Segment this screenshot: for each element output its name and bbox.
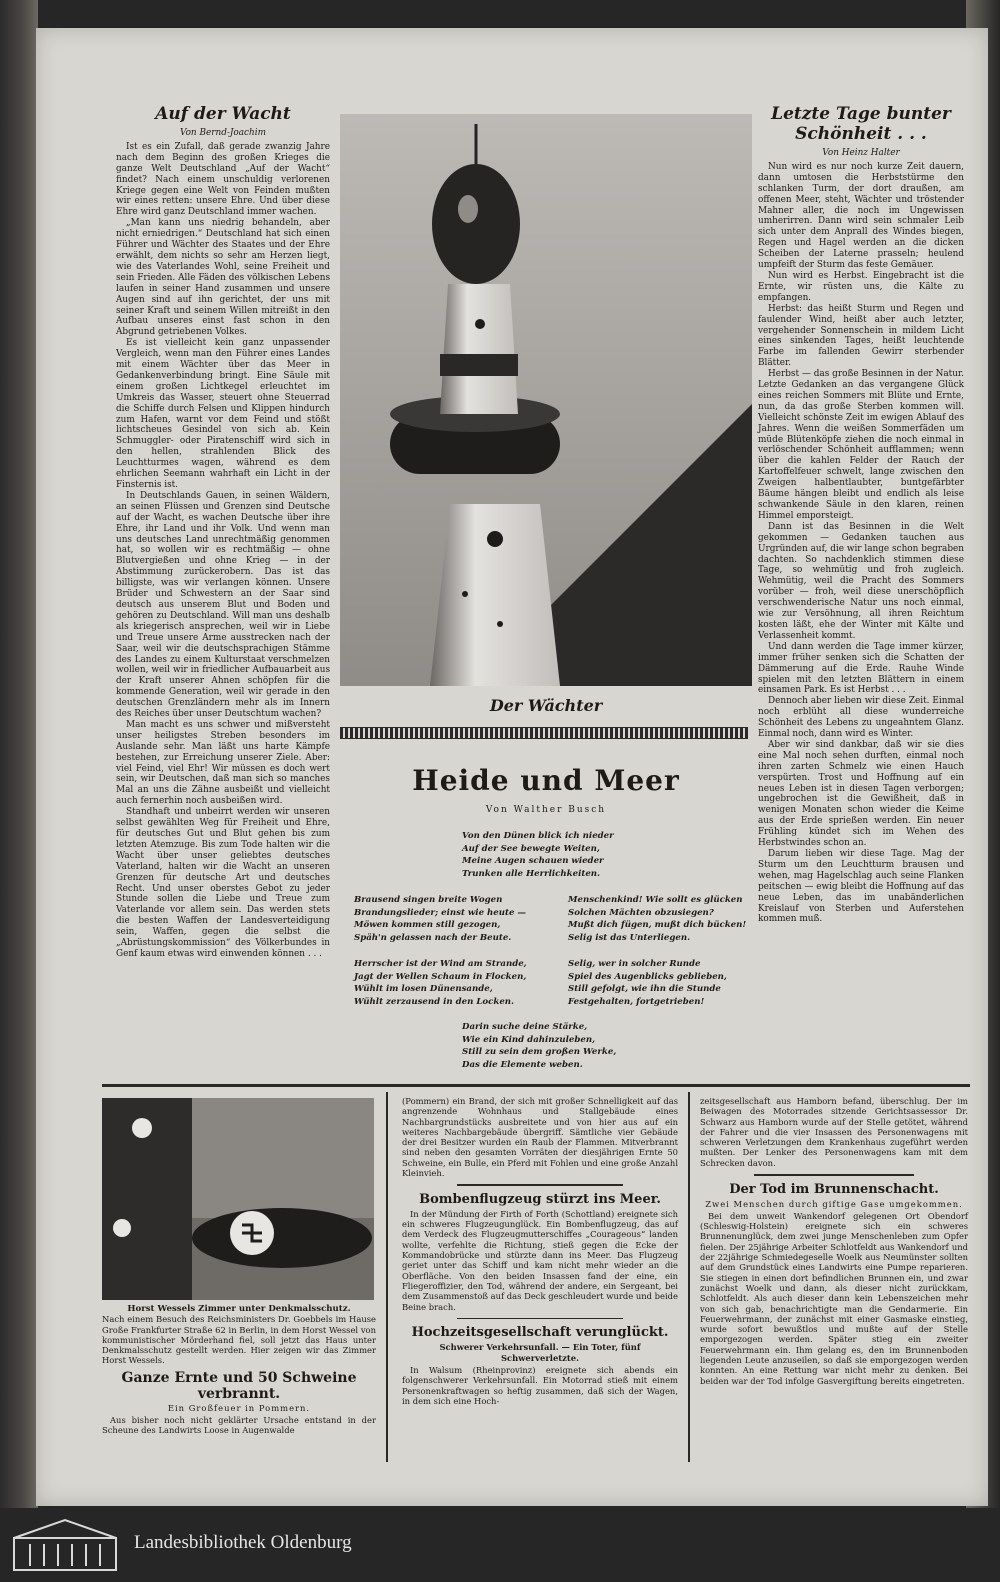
poem-stanza: [354, 894, 526, 944]
poem-stanza-intro: [462, 830, 614, 880]
library-building-icon: [10, 1516, 120, 1574]
paragraph: In Walsum (Rheinprovinz) ereignete sich abends ein folgenschwerer Verkehrsunfall. Ein Motorrad stieß mit einem Personenkraftwagen so heftig zusammen, daß sich der Wagen, in dem sich eine Hoch-: [402, 1364, 678, 1406]
newspaper-page: [36, 28, 988, 1506]
divider: [457, 1318, 623, 1320]
divider: [457, 1184, 623, 1186]
paragraph: Nach einem Besuch des Reichsministers Dr. Goebbels im Hause Große Frankfurter Straße 62 in Berlin, in dem Horst Wessel von kommunistischer Mörderhand fiel, soll jetzt das Haus unter Denkmalsschutz gestellt werden. Hier zeigen wir das Zimmer Horst Wessels.: [102, 1314, 376, 1366]
poem-line: Selig, wer in solcher Runde: [568, 959, 701, 969]
paragraph: Man macht es uns schwer und mißversteht unser heiligstes Streben besonders im Auslande sehr. Man läßt uns harte Kämpfe bestehen, zur Erreichung unserer Ziele. Aber: viel Feind, viel Ehr! Wir müssen es doch wert sein, wir Deutschen, daß man sich so manches Mal an uns die Zähne ausbeißt und vielleicht auch fernerhin noch ausbeißen wird.: [116, 719, 330, 807]
poem-line: Späh'n gelassen nach der Beute.: [354, 932, 512, 943]
subheadline: Schwerer Verkehrsunfall. — Ein Toter, fünf Schwerverletzte.: [439, 1342, 641, 1363]
bottom-column-2: [402, 1096, 678, 1406]
poem-line: Spiel des Augenblicks geblieben,: [568, 971, 727, 982]
horst-wessel-room-photo: [102, 1098, 374, 1300]
poem-stanza-outro: [462, 1021, 616, 1071]
paragraph: Standhaft und unbeirrt werden wir unseren selbst gewählten Weg für Freiheit und Ehre, für deutsches Gut und Blut gehen bis zum letzten Atemzuge. Bis zum Tode halten wir die Wacht über unser geliebtes deutsches Vaterland, halten wir die Wacht an unseren Grenzen für deutsche Art und deutsches Recht. Und unser oberstes Gebot zu jeder Stunde sollen die Liebe und Treue zum Vaterlande vor allem sein. Das werden stets die besten Waffen der Landesverteidigung sein, Waffen, gegen die selbst die „Abrüstungskommission“ des Völkerbundes in Genf kaum etwas wird einwenden können . . .: [116, 807, 330, 959]
poem-line: Wie ein Kind dahinzuleben,: [462, 1034, 596, 1045]
divider: [754, 1174, 915, 1176]
poem-line: Still zu sein dem großen Werke,: [462, 1047, 617, 1057]
lighthouse-photo: [340, 114, 752, 686]
poem-stanza: [568, 894, 746, 944]
poem-line: Auf der See bewegte Weiten,: [462, 843, 600, 854]
poem-stanza: [354, 958, 527, 1008]
poem-line: Jagt der Wellen Schaum in Flocken,: [354, 971, 527, 982]
paragraph: „Man kann uns niedrig behandeln, aber nicht erniedrigen.“ Deutschland hat sich einen Führer und Wächter des Staates und der Ehre erwählt, dem nichts so sehr am Herzen liegt, wie des Vaterlandes Wohl, seine Freiheit und sein Frieden. Alle Fäden des völkischen Lebens laufen in seiner Hand zusammen und unsere Augen sind auf ihn gerichtet, der uns mit seiner Kraft und seinem Willen mitreißt in den Aufbau unseres einst fast schon in den Abgrund getriebenen Volkes.: [116, 218, 330, 338]
poem-line: Wühlt im losen Dünensande,: [354, 984, 493, 994]
book-spine: [0, 0, 38, 1508]
article-title: Auf der Wacht: [155, 104, 291, 124]
paragraph: Dennoch aber lieben wir diese Zeit. Einmal noch erblüht all diese wunderreiche Schönheit des Lebens zu ungeahntem Glanz. Einmal noch, dann wird es Winter.: [758, 696, 964, 740]
poem-line: Still gefolgt, wie ihn die Stunde: [568, 984, 721, 994]
paragraph: In Deutschlands Gauen, in seinen Wäldern, an seinen Flüssen und Grenzen sind Deutsche auf der Wacht, es wachen Deutsche über ihre Ehre, ihr Land und ihr Volk. Und wenn man uns deutsches Land unrechtmäßig genommen hat, so wollen wir es rechtmäßig — ohne Blutvergießen und ohne Krieg — in der Abstimmung zurückerobern. Das ist das billigste, was wir verlangen können. Unsere Brüder und Schwestern an der Saar sind deutsch aus unserem Blut und Boden und gehören zu Deutschland. Will man uns deshalb als kriegerisch ansprechen, weil wir in Liebe und Treue unsere Arme ausstrecken nach der Saar, weil wir die deutschsprachigen Stämme des Landes zu einem Kulturstaat verschmelzen wollen, weil wir in friedlicher Aufbauarbeit aus der Kraft unserer Ahnen schöpfen für die kommende Generation, weil wir gerade in den deutschen Grenzländern mehr als im Innern des Reiches über unser Deutschtum wachen?: [116, 490, 330, 720]
subheadline: Zwei Menschen durch giftige Gase umgekommen.: [705, 1198, 963, 1209]
poem-line: Mußt dich fügen, mußt dich bücken!: [568, 920, 747, 930]
paragraph: Darum lieben wir diese Tage. Mag der Sturm um den Leuchtturm brausen und wehen, mag Hagelschlag auch seine Flanken peitschen — ewig bleibt die Hoffnung auf das neue Leben, das im unabänderlichen Kreislauf von Sterben und Auferstehen kommen muß.: [758, 849, 964, 925]
poem-line: Das die Elemente weben.: [462, 1059, 583, 1070]
poem-line: Brandungslieder; einst wie heute —: [354, 907, 527, 918]
library-footer: [0, 1508, 1000, 1582]
paragraph: Und dann werden die Tage immer kürzer, immer früher senken sich die Schatten der Dämmerung auf die Erde. Rauhe Winde spielen mit den letzten Blättern in einem einsamen Park. Es ist Herbst . . .: [758, 641, 964, 696]
section-rule: [102, 1084, 970, 1087]
bottom-column-1: [102, 1304, 376, 1436]
article-byline: Von Bernd-Joachim: [179, 128, 267, 138]
poem-stanza: [568, 958, 727, 1008]
paragraph: Es ist vielleicht kein ganz unpassender Vergleich, wenn man den Führer eines Landes mit einem Wächter über das Meer in Gedankenverbindung bringt. Eine Säule mit einem großen Lichtkegel erleuchtet im Umkreis das Wasser, steuert ohne Steuerrad die Schiffe durch Felsen und Klippen hindurch zum Hafen, warnt vor dem Feind und stößt lichtscheues Gesindel von sich ab. Kein Schmuggler- oder Piratenschiff wird sich in den hellen, strahlenden Blick des Leuchtturmes wagen, während es dem ehrlichen Seemann wahrhaft ein Licht in der Finsternis ist.: [116, 338, 330, 490]
lighthouse-image: [340, 114, 752, 686]
poem-author: Von Walther Busch: [485, 805, 607, 815]
paragraph: Ist es ein Zufall, daß gerade zwanzig Jahre nach dem Beginn des großen Krieges die ganze Welt Deutschland „Auf der Wacht“ findet? Nach einem unschuldig verlorenen Kriege gegen eine Welt von Feinden mußten wir eines retten: unsere Ehre. Und über diese Ehre wird ganz Deutschland immer wachen.: [116, 141, 330, 218]
article-title-line2: Schönheit . . .: [795, 124, 927, 144]
poem-title: Heide und Meer: [412, 764, 680, 797]
poem-line: Festgehalten, fortgetrieben!: [568, 996, 705, 1007]
poem-line: Wühlt zerzausend in den Locken.: [354, 996, 515, 1007]
paragraph: Aus bisher noch nicht geklärter Ursache entstand in der Scheune des Landwirts Loose in Augenwalde: [102, 1415, 376, 1436]
headline: Der Tod im Brunnenschacht.: [729, 1181, 939, 1197]
library-name: Landesbibliothek Oldenburg: [134, 1532, 352, 1553]
column-rule: [688, 1092, 690, 1462]
paragraph: Herbst: das heißt Sturm und Regen und faulender Wind, heißt aber auch letzter, vergehender Sonnenschein in mildem Licht eines sinkenden Tages, heißt leuchtende Farbe im fallenden Gewirr sterbender Blätter.: [758, 303, 964, 369]
paragraph: Nun wird es Herbst. Eingebracht ist die Ernte, wir rüsten uns, die Kälte zu empfangen.: [758, 270, 964, 303]
decorative-border: [340, 727, 748, 739]
poem-line: Menschenkind! Wie sollt es glücken: [568, 895, 743, 905]
poem-line: Brausend singen breite Wogen: [354, 895, 503, 905]
headline: Ganze Ernte und 50 Schweine verbrannt.: [121, 1369, 357, 1402]
room-image: [102, 1098, 374, 1300]
photo-caption: Der Wächter: [489, 696, 603, 715]
article-letzte-tage: [758, 104, 964, 925]
paragraph: In der Mündung der Firth of Forth (Schottland) ereignete sich ein schweres Flugzeugunglück. Ein Bombenflugzeug, das auf dem Verdeck des Flugzeugmutterschiffes „Courageous“ landen wollte, verfehlte die Richtung, stieß gegen die Ecke der Kommandobrücke und stürzte dann ins Meer. Das Flugzeug geriet unter das Schiff und kam nicht mehr wieder an die Oberfläche. Von den beiden Insassen fand der eine, ein Fliegeroffizier, den Tod, während der andere, ein Sergeant, bei dem Zusammenstoß auf das Deck geschleudert wurde und beide Beine brach.: [402, 1208, 678, 1312]
paragraph: zeitsgesellschaft aus Hamborn befand, überschlug. Der im Beiwagen des Motorrades sitzende Gerichtsassessor Dr. Schwarz aus Hamborn wurde auf der Stelle getötet, während der Fahrer und die vier Insassen des Personenwagens mit schweren Verletzungen dem Krankenhaus zugeführt werden mußten. Der Lenker des Personenwagens kam mit dem Schrecken davon.: [700, 1096, 968, 1168]
subheadline: Ein Großfeuer in Pommern.: [167, 1402, 311, 1413]
paragraph: Aber wir sind dankbar, daß wir sie dies eine Mal noch sehen durften, einmal noch ihren zarten Schmelz wie einen Hauch verspürten. Trost und Hoffnung auf ein neues Leben ist in diesen Tagen verborgen; ungebrochen ist die Gewißheit, daß in wenigen Monaten schon wieder die Keime aus der Erde sprießen werden. Ein neuer Frühling kündet sich im Wehen des Herbstwindes schon an.: [758, 739, 964, 849]
poem-line: Von den Dünen blick ich nieder: [462, 831, 614, 841]
poem-line: Meine Augen schauen wieder: [462, 856, 604, 866]
paragraph: (Pommern) ein Brand, der sich mit großer Schnelligkeit auf das angrenzende Wohnhaus und Stallgebäude eines Nachbargrundstücks ausbreitete und von hier aus auf ein weiteres Nachbargebäude übergriff. Sämtliche vier Gebäude der drei Besitzer wurden ein Raub der Flammen. Mitverbrannt sind neben den gesamten Vorräten der diesjährigen Ernte 50 Schweine, ein Bulle, ein Pferd mit Fohlen und eine große Anzahl Kleinvieh.: [402, 1096, 678, 1179]
article-title-line1: Letzte Tage bunter: [771, 104, 951, 124]
poem-line: Solchen Mächten obzusiegen?: [568, 907, 714, 918]
article-auf-der-wacht: [116, 104, 330, 960]
column-rule: [386, 1092, 388, 1462]
poem-line: Trunken alle Herrlichkeiten.: [462, 868, 601, 879]
paragraph: Bei dem unweit Wankendorf gelegenen Ort Obendorf (Schleswig-Holstein) ereignete sich ein schweres Brunnenunglück, dem zwei junge Menschenleben zum Opfer fielen. Der 25jährige Arbeiter Schlotfeldt aus Wankendorf und der 22jährige Schmiedegeselle Woelk aus Neumünster sollten auf dem Grundstück eines Landwirts eine Pumpe reparieren. Sie stiegen in einen dort befindlichen Brunnen ein, und zwar zunächst Woelk und dann, als dieser nicht zurückkam, Schlotfeldt. Als auch dieser dann kein Lebenszeichen mehr von sich gab, benachrichtigte man die Gendarmerie. Ein Feuerwehrmann, der zunächst mit einer Gasmaske einstieg, wurde sofort bewußtlos und mußte auf der Stelle emporgezogen werden. Später stieg ein zweiter Feuerwehrmann ein. Ihm gelang es, den im Brunnenboden liegenden Leute anzuseilen, so daß sie emporgezogen werden konnten. An eine Rettung war nicht mehr zu denken. Bei beiden war der Tod infolge Gasvergiftung bereits eingetreten.: [700, 1210, 968, 1386]
paragraph: Nun wird es nur noch kurze Zeit dauern, dann umtosen die Herbststürme den schlanken Turm, der dort draußen, am offenen Meer, steht, Wächter und tröstender Mahner aller, die noch im Ungewissen umherirren. Dann wird sein schmaler Leib sich unter dem Anprall des Windes biegen, Regen und Hagel werden an die dicken Scheiben der Laterne prasseln; heulend umpfeift der Sturm das feste Gemäuer.: [758, 161, 964, 271]
headline: Bombenflugzeug stürzt ins Meer.: [419, 1191, 661, 1207]
poem-line: Herrscher ist der Wind am Strande,: [354, 959, 527, 969]
paragraph: Herbst — das große Besinnen in der Natur. Letzte Gedanken an das vergangene Glück eines reichen Sommers mit Blüte und Ernte, nun, da das große Sterben kommen will. Vielleicht schönste Zeit im ewigen Ablauf des Jahres. Wenn die weißen Sommerfäden um müde Blütenköpfe ziehen die noch einmal in verlöschender Schönheit aufflammen; wenn über die kahlen Felder der Rauch der Kartoffelfeuer schwelt, lange zwischen den Zweigen halbentlaubter, buntgefärbter Bäume hängen bleibt und endlich als leise schwankende Säule in den klaren, reinen Himmel emporsteigt.: [758, 369, 964, 521]
article-byline: Von Heinz Halter: [822, 148, 900, 158]
headline: Hochzeitsgesellschaft verunglückt.: [411, 1325, 669, 1341]
poem-line: Selig ist das Unterliegen.: [568, 932, 691, 943]
paragraph: Dann ist das Besinnen in die Welt gekommen — Gedanken tauchen aus Urgründen auf, die wir lange schon begraben dachten. So nachdenklich stimmen diese Tage, so wehmütig und froh zugleich. Wehmütig, weil die Pracht des Sommers vorüber — froh, weil diese unerschöpflich verschwenderische Natur uns noch einmal, wie zur Versöhnung, all ihren Reichtum kosten läßt, ehe der Winter mit Kälte und Verlassenheit kommt.: [758, 521, 964, 641]
poem-line: Darin suche deine Stärke,: [462, 1022, 588, 1032]
photo-caption: Horst Wessels Zimmer unter Denkmalsschutz.: [127, 1304, 351, 1314]
poem-line: Möwen kommen still gezogen,: [354, 920, 501, 930]
bottom-column-3: [700, 1096, 968, 1386]
